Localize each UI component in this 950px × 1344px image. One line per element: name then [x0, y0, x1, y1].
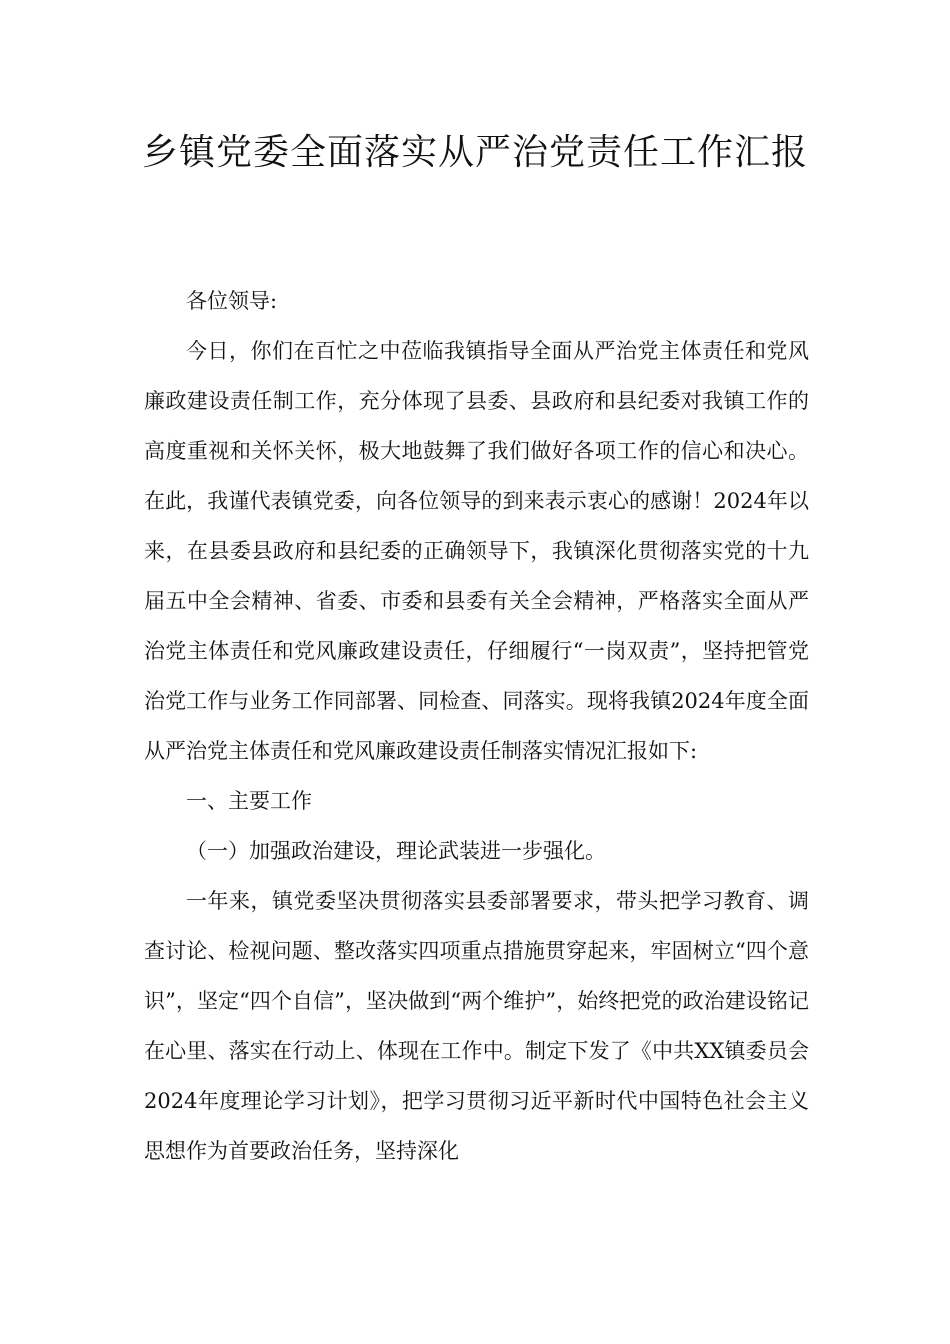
document-body — [144, 276, 809, 1176]
document-title: 乡镇党委全面落实从严治党责任工作汇报 — [141, 132, 808, 173]
paragraph-political-building: 一年来，镇党委坚决贯彻落实县委部署要求，带头把学习教育、调查讨论、检视问题、整改落实四项重点措施贯穿起来，牢固树立“四个意识”，坚定“四个自信”，坚决做到“两个维护”，始终把党的政治建设铭记在心里、落实在行动上、体现在工作中。制定下发了《中共XX镇委员会2024年度理论学习计划》，把学习贯彻习近平新时代中国特色社会主义思想作为首要政治任务，坚持深化 — [144, 889, 809, 1163]
section-heading: 一、主要工作 — [186, 789, 312, 813]
paragraph-intro: 今日，你们在百忙之中莅临我镇指导全面从严治党主体责任和党风廉政建设责任制工作，充分体现了县委、县政府和县纪委对我镇工作的高度重视和关怀关怀，极大地鼓舞了我们做好各项工作的信心和决心。在此，我谨代表镇党委，向各位领导的到来表示衷心的感谢！2024年以来，在县委县政府和县纪委的正确领导下，我镇深化贯彻落实党的十九届五中全会精神、省委、市委和县委有关全会精神，严格落实全面从严治党主体责任和党风廉政建设责任，仔细履行“一岗双责”，坚持把管党治党工作与业务工作同部署、同检查、同落实。现将我镇2024年度全面从严治党主体责任和党风廉政建设责任制落实情况汇报如下: — [144, 339, 809, 763]
salutation: 各位领导: — [186, 289, 278, 313]
subsection-heading: （一）加强政治建设，理论武装进一步强化。 — [186, 839, 606, 863]
